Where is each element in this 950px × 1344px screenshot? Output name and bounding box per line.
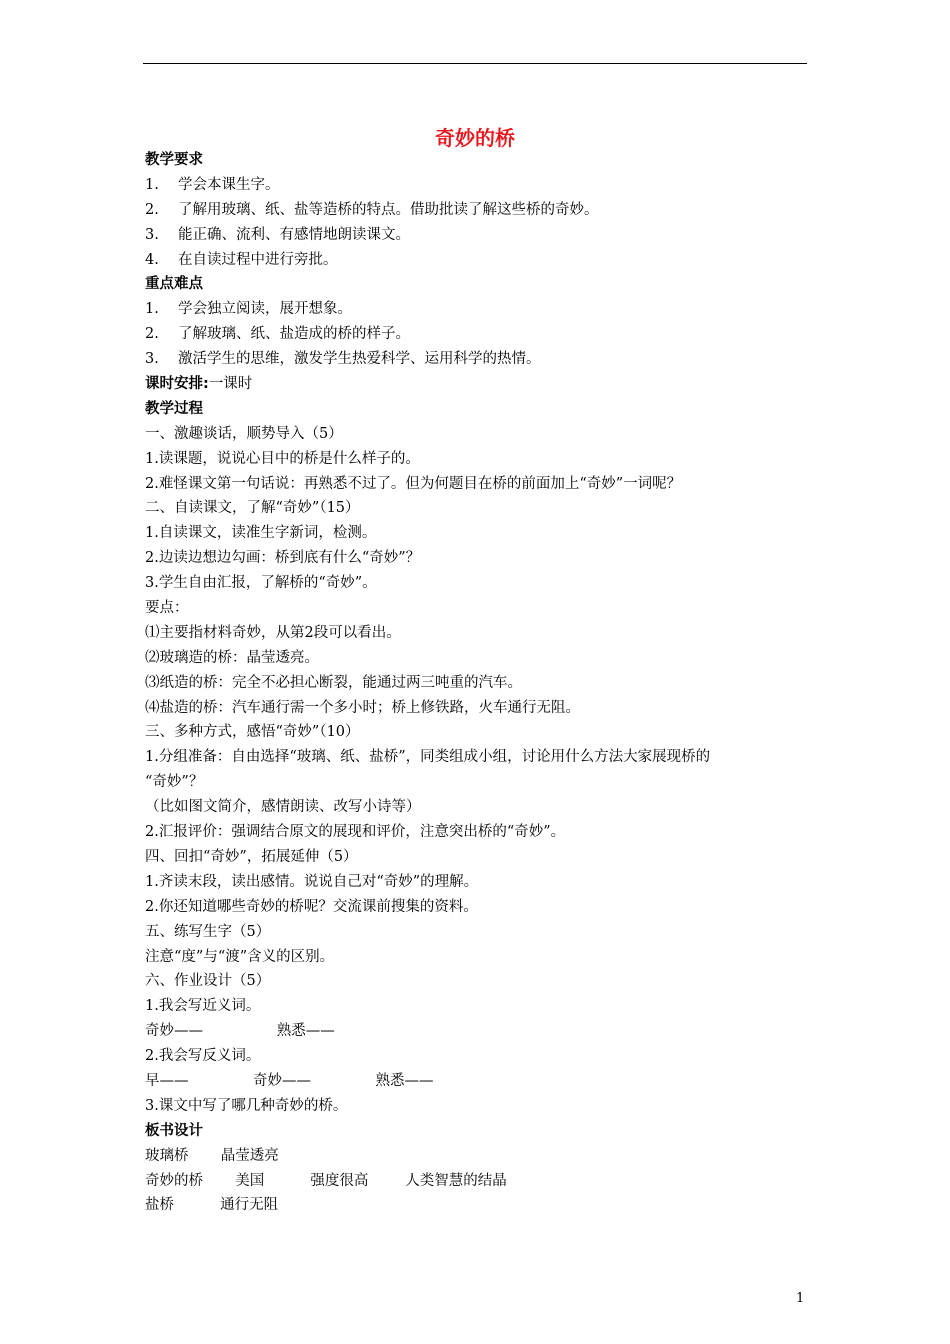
- heading-process: 教学过程: [145, 400, 203, 417]
- process-line: 一、激趣谈话，顺势导入（5）: [145, 425, 343, 442]
- process-line: 3.学生自由汇报，了解桥的“奇妙”。: [145, 575, 377, 592]
- process-line: ⑴主要指材料奇妙，从第2段可以看出。: [145, 624, 401, 641]
- process-line: 二、自读课文，了解“奇妙”（15）: [145, 500, 360, 517]
- key-item: 2. 了解玻璃、纸、盐造成的桥的样子。: [145, 326, 410, 343]
- process-lines: [145, 422, 815, 1119]
- req-item: 2. 了解用玻璃、纸、盐等造桥的特点。借助批读了解这些桥的奇妙。: [145, 201, 599, 218]
- process-line: 早—— 奇妙—— 熟悉——: [145, 1072, 434, 1089]
- process-line: ⑵玻璃造的桥：晶莹透亮。: [145, 649, 319, 666]
- process-line: 2.边读边想边勾画：桥到底有什么“奇妙”？: [145, 550, 421, 567]
- board-line: 玻璃桥 晶莹透亮: [145, 1147, 279, 1164]
- page-number: 1: [796, 1291, 805, 1306]
- header-rule: [143, 63, 807, 64]
- process-line: ⑷盐造的桥：汽车通行需一个多小时；桥上修铁路，火车通行无阻。: [145, 699, 580, 716]
- process-line: 1.读课题，说说心目中的桥是什么样子的。: [145, 450, 420, 467]
- process-line: ⑶纸造的桥：完全不必担心断裂，能通过两三吨重的汽车。: [145, 674, 522, 691]
- process-line: 2.你还知道哪些奇妙的桥呢？交流课前搜集的资料。: [145, 898, 478, 915]
- process-line: 2.汇报评价：强调结合原文的展现和评价，注意突出桥的“奇妙”。: [145, 824, 566, 841]
- heading-board-design: 板书设计: [145, 1122, 203, 1139]
- process-line: （比如图文简介，感情朗读、改写小诗等）: [145, 799, 421, 816]
- page-title: 奇妙的桥: [435, 126, 515, 150]
- req-item: 1. 学会本课生字。: [145, 176, 280, 193]
- heading-requirements: 教学要求: [145, 152, 203, 168]
- process-line: 1.自读课文，读准生字新词，检测。: [145, 525, 377, 542]
- board-line: 奇妙的桥 美国 强度很高 人类智慧的结晶: [145, 1172, 507, 1189]
- process-line: 1.我会写近义词。: [145, 998, 261, 1015]
- process-line: 3.课文中写了哪几种奇妙的桥。: [145, 1097, 348, 1114]
- process-line: 1.分组准备：自由选择“玻璃、纸、盐桥”，同类组成小组，讨论用什么方法大家展现桥的: [145, 749, 711, 766]
- process-line: 六、作业设计（5）: [145, 973, 271, 990]
- schedule-line: 课时安排:一课时: [145, 376, 253, 393]
- process-line: “奇妙”？: [145, 774, 204, 791]
- process-line: 2.我会写反义词。: [145, 1048, 261, 1065]
- heading-key-points: 重点难点: [145, 276, 203, 293]
- process-line: 注意“度”与“渡”含义的区别。: [145, 948, 335, 965]
- process-line: 2.难怪课文第一句话说：再熟悉不过了。但为何题目在桥的前面加上“奇妙”一词呢？: [145, 475, 682, 492]
- process-line: 三、多种方式，感悟“奇妙”（10）: [145, 724, 360, 741]
- req-item: 3. 能正确、流利、有感情地朗读课文。: [145, 226, 410, 243]
- process-line: 四、回扣“奇妙”，拓展延伸（5）: [145, 848, 358, 865]
- req-item: 4. 在自读过程中进行旁批。: [145, 251, 338, 268]
- process-line: 五、练写生字（5）: [145, 923, 271, 940]
- process-line: 1.齐读末段，读出感情。说说自己对“奇妙”的理解。: [145, 873, 479, 890]
- document-body: [145, 148, 815, 1218]
- key-item: 1. 学会独立阅读，展开想象。: [145, 301, 352, 318]
- process-line: 奇妙—— 熟悉——: [145, 1023, 335, 1040]
- board-line: 盐桥 通行无阻: [145, 1197, 279, 1214]
- key-item: 3. 激活学生的思维，激发学生热爱科学、运用科学的热情。: [145, 351, 541, 368]
- process-line: 要点：: [145, 600, 189, 617]
